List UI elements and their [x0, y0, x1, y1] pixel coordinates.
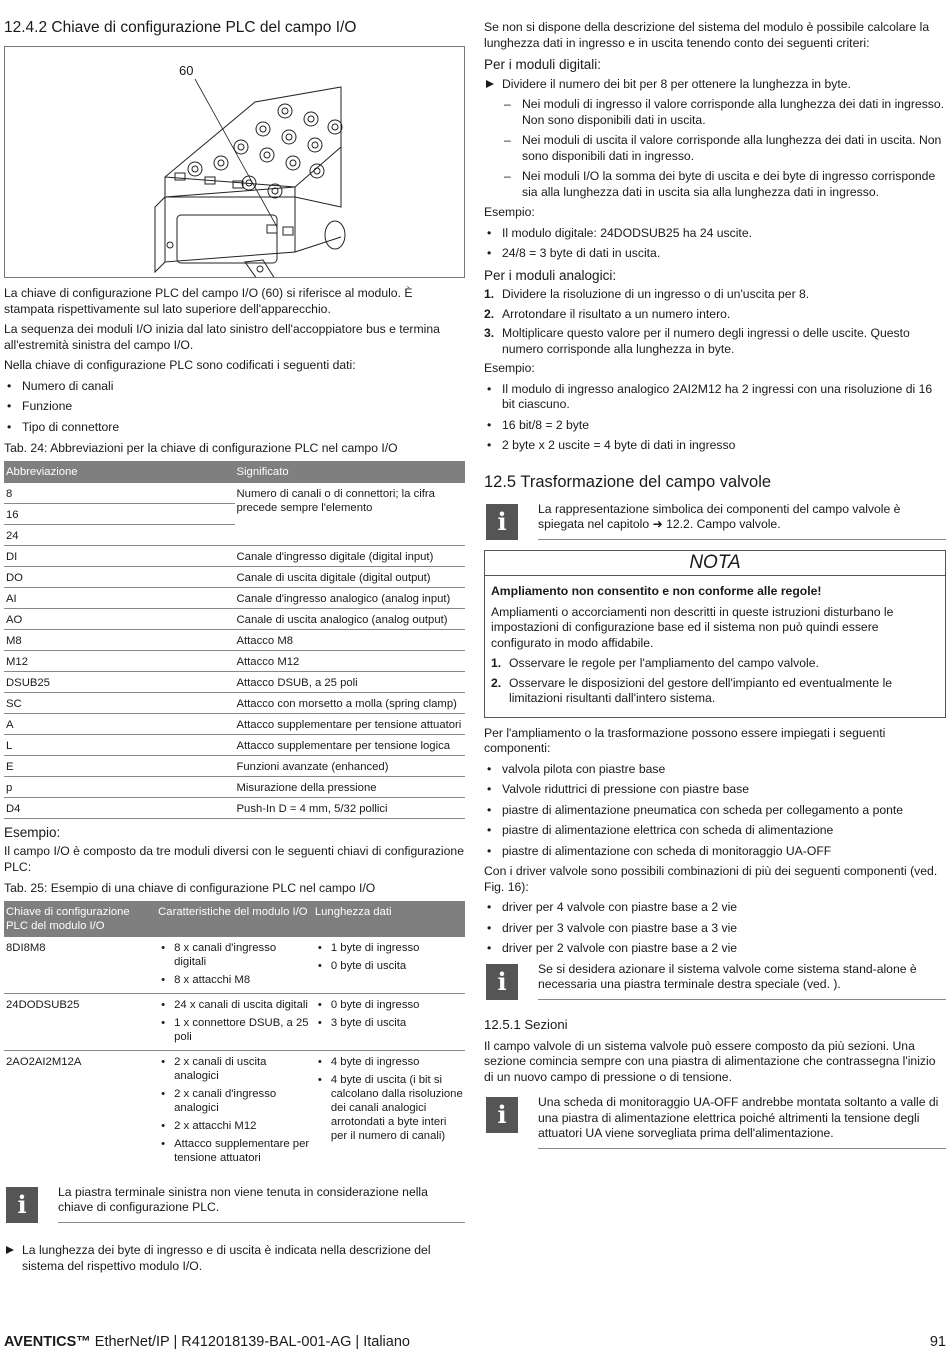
components-list	[484, 762, 946, 860]
table-cell	[313, 1050, 465, 1171]
column-header: Caratteristiche del modulo I/O	[156, 901, 313, 937]
list-item: 1. Osservare le regole per l'ampliamento del campo valvole.	[491, 656, 819, 670]
table-cell: DI	[4, 545, 235, 566]
footer-brand: AVENTICS™	[4, 1334, 91, 1350]
components-intro: Per l'ampliamento o la trasformazione possono essere impiegati i seguenti componenti:	[484, 725, 886, 755]
intro-paragraph-2: La sequenza dei moduli I/O inizia dal lato sinistro dell'accoppiatore bus e termina all'estremità sinistra del campo I/O.	[4, 322, 440, 352]
list-item: • driver per 2 valvole con piastre base a 2 vie	[484, 941, 946, 957]
digital-step: Dividere il numero dei bit per 8 per ottenere la lunghezza in byte.	[484, 77, 946, 93]
table-row	[4, 755, 465, 776]
coded-items-list	[4, 379, 465, 436]
list-item: • 4 byte di uscita (i bit si calcolano dalla risoluzione dei canali analogici arrotondati a byte interi per il numero di canali)	[315, 1073, 463, 1143]
table-cell: Canale di uscita digitale (digital output)	[235, 566, 466, 587]
drivers-intro: Con i driver valvole sono possibili combinazioni di più dei seguenti componenti (ved. Fig. 16):	[484, 864, 938, 894]
list-item: • 2 x canali di uscita analogici	[158, 1055, 311, 1083]
info-note-1	[484, 502, 946, 542]
intro-paragraph-1: La chiave di configurazione PLC del campo I/O (60) si riferisce al modulo. È stampata rispettivamente sul lato superiore dell'apparecchio.	[4, 286, 413, 316]
sections-text: Il campo valvole di un sistema valvole può essere composto da più sezioni. Una sezione comincia sempre con una piastra di alimentazione che contrassegna l'inizio di un nuovo campo di pressione o di tensione.	[484, 1038, 936, 1084]
table-cell: Attacco supplementare per tensione attuatori	[235, 713, 466, 734]
table-24-caption: Tab. 24: Abbreviazioni per la chiave di configurazione PLC nel campo I/O	[4, 441, 398, 455]
section-title-12-5-1: 12.5.1 Sezioni	[484, 1016, 568, 1032]
list-item: • Funzione	[4, 399, 465, 415]
list-item: • 8 x canali d'ingresso digitali	[158, 941, 311, 969]
analog-example-heading: Esempio:	[484, 361, 535, 375]
config-key-example-table	[4, 901, 465, 1171]
info-text: Una scheda di monitoraggio UA-OFF andrebbe montata soltanto a valle di una piastra di alimentazione elettrica poiché altrimenti la tensione degli attuatori UA viene sorvegliata prima dell'alimentazione.	[538, 1095, 946, 1149]
footer-doc-info: EtherNet/IP | R412018139-BAL-001-AG | Italiano	[90, 1334, 410, 1350]
table-cell: DO	[4, 566, 235, 587]
list-item: • 0 byte di ingresso	[315, 998, 463, 1012]
list-item: 2. Osservare le disposizioni del gestore dell'impianto ed eventualmente le limitazioni risultanti dall'intero sistema.	[491, 675, 893, 705]
table-cell: 2AO2AI2M12A	[6, 1055, 82, 1068]
list-item: • driver per 4 valvole con piastre base a 2 vie	[484, 900, 946, 916]
io-field-figure	[4, 46, 465, 278]
table-cell: Attacco supplementare per tensione logica	[235, 734, 466, 755]
table-row	[4, 734, 465, 755]
table-row	[4, 993, 465, 1050]
table-row	[4, 608, 465, 629]
nota-heading: Ampliamento non consentito e non conforme alle regole!	[491, 584, 822, 598]
table-25-caption: Tab. 25: Esempio di una chiave di configurazione PLC nel campo I/O	[4, 881, 376, 895]
list-item: • Numero di canali	[4, 379, 465, 395]
list-item: • 2 byte x 2 uscite = 4 byte di dati in ingresso	[484, 438, 946, 454]
info-icon: i	[486, 1097, 518, 1133]
table-cell	[156, 1050, 313, 1171]
info-icon: i	[486, 964, 518, 1000]
table-cell	[313, 993, 465, 1050]
info-text: La rappresentazione simbolica dei componenti del campo valvole è spiegata nel capitolo ➜ 12.2. Campo valvole.	[538, 502, 946, 540]
table-cell: Canale d'ingresso digitale (digital input)	[235, 545, 466, 566]
digital-example-heading: Esempio:	[484, 205, 535, 219]
table-cell: Funzioni avanzate (enhanced)	[235, 755, 466, 776]
table-row	[4, 776, 465, 797]
table-cell: Attacco M8	[235, 629, 466, 650]
table-cell	[156, 993, 313, 1050]
nota-title: NOTA	[485, 551, 945, 577]
bottom-arrow-note	[4, 1243, 465, 1279]
digital-modules-heading: Per i moduli digitali:	[484, 57, 602, 72]
abbreviations-table	[4, 461, 465, 819]
digital-example-list	[484, 226, 946, 262]
table-cell	[156, 937, 313, 994]
info-icon: i	[6, 1187, 38, 1223]
table-cell: A	[4, 713, 235, 734]
table-cell: 8DI8M8	[4, 937, 156, 994]
table-row	[4, 713, 465, 734]
page-number: 91	[929, 1334, 946, 1350]
table-cell: D4	[4, 797, 235, 818]
table-row	[4, 1050, 465, 1171]
list-item: • 4 byte di ingresso	[315, 1055, 463, 1069]
table-row	[4, 566, 465, 587]
list-item: • 1 x connettore DSUB, a 25 poli	[158, 1016, 311, 1044]
table-cell: Attacco con morsetto a molla (spring clamp)	[235, 692, 466, 713]
list-item: – Nei moduli I/O la somma dei byte di uscita e dei byte di ingresso corrisponde sia alla lunghezza dati in uscita sia alla lunghezza dati in ingresso.	[502, 169, 946, 200]
list-item: • valvola pilota con piastre base	[484, 762, 946, 778]
table-cell: L	[4, 734, 235, 755]
left-column	[4, 18, 465, 1233]
list-item: • 0 byte di uscita	[315, 959, 463, 973]
table-row	[4, 483, 465, 504]
table-row	[4, 937, 465, 994]
table-cell: 24DODSUB25	[4, 993, 156, 1050]
page-footer	[4, 1333, 946, 1351]
table-cell: DSUB25	[4, 671, 235, 692]
table-row	[4, 629, 465, 650]
table-cell: Canale d'ingresso analogico (analog input)	[235, 587, 466, 608]
analog-modules-heading: Per i moduli analogici:	[484, 267, 617, 283]
table-cell: p	[4, 776, 235, 797]
table-cell: M8	[4, 629, 235, 650]
table-cell: 24	[4, 524, 235, 545]
analog-example-list	[484, 382, 946, 454]
info-note-3	[484, 1095, 946, 1149]
intro-paragraph-3: Nella chiave di configurazione PLC sono codificati i seguenti dati:	[4, 358, 356, 372]
section-title-12-4-2: 12.4.2 Chiave di configurazione PLC del campo I/O	[4, 19, 357, 36]
example-heading: Esempio:	[4, 824, 61, 840]
list-item: – Nei moduli di ingresso il valore corrisponde alla lunghezza dei dati in ingresso. Non sono disponibili dati in uscita.	[502, 97, 946, 128]
info-note-2	[484, 962, 946, 1002]
table-cell: E	[4, 755, 235, 776]
list-item: • piastre di alimentazione pneumatica con scheda per collegamento a ponte	[484, 803, 946, 819]
table-row	[4, 587, 465, 608]
column-header: Abbreviazione	[4, 461, 235, 483]
list-item: • Il modulo digitale: 24DODSUB25 ha 24 uscite.	[484, 226, 946, 242]
table-cell: 8	[4, 483, 235, 504]
table-row	[4, 797, 465, 818]
table-cell: AI	[4, 587, 235, 608]
right-intro: Se non si dispone della descrizione del sistema del modulo è possibile calcolare la lunghezza dati in ingresso e in uscita tenendo conto dei seguenti criteri:	[484, 20, 930, 50]
list-item: • Il modulo di ingresso analogico 2AI2M12 ha 2 ingressi con una risoluzione di 16 bit ciascuno.	[484, 382, 946, 413]
nota-text: Ampliamenti o accorciamenti non descritti in queste istruzioni disturbano le impostazioni di configurazione base ed il sistema non può quindi essere configurato in modo affidabile.	[491, 604, 894, 650]
example-text: Il campo I/O è composto da tre moduli diversi con le seguenti chiavi di configurazione PLC:	[4, 844, 464, 874]
table-row	[4, 671, 465, 692]
figure-callout-60: 60	[179, 63, 194, 78]
list-item: – Nei moduli di uscita il valore corrisponde alla lunghezza dei dati in uscita. Non sono disponibili dati in ingresso.	[502, 133, 946, 164]
nota-steps-list	[491, 656, 939, 707]
table-row	[4, 650, 465, 671]
table-cell	[313, 937, 465, 994]
list-item: • 1 byte di ingresso	[315, 941, 463, 955]
table-cell: SC	[4, 692, 235, 713]
list-item: • 8 x attacchi M8	[158, 973, 311, 987]
io-module-illustration	[5, 47, 464, 277]
info-note-left	[4, 1185, 465, 1225]
list-item: • 24/8 = 3 byte di dati in uscita.	[484, 246, 946, 262]
table-cell: Push-In D = 4 mm, 5/32 pollici	[235, 797, 466, 818]
list-item: • driver per 3 valvole con piastre base a 3 vie	[484, 921, 946, 937]
nota-box	[484, 550, 946, 718]
list-item: • piastre di alimentazione con scheda di monitoraggio UA-OFF	[484, 844, 946, 860]
table-cell: M12	[4, 650, 235, 671]
list-item: • 24 x canali di uscita digitali	[158, 998, 311, 1012]
list-item: 2. Arrotondare il risultato a un numero intero.	[484, 306, 731, 321]
column-header: Lunghezza dati	[313, 901, 465, 937]
list-item: • 2 x canali d'ingresso analogici	[158, 1087, 311, 1115]
list-item: • Valvole riduttrici di pressione con piastre base	[484, 782, 946, 798]
table-row	[4, 545, 465, 566]
table-cell: AO	[4, 608, 235, 629]
list-item: • 16 bit/8 = 2 byte	[484, 418, 946, 434]
list-item: • Tipo di connettore	[4, 420, 465, 436]
info-icon: i	[486, 504, 518, 540]
list-item: 1. Dividere la risoluzione di un ingresso o di un'uscita per 8.	[484, 287, 810, 301]
table-cell: Misurazione della pressione	[235, 776, 466, 797]
list-item: • 2 x attacchi M12	[158, 1119, 311, 1133]
analog-steps-list	[484, 287, 946, 357]
drivers-list	[484, 900, 946, 957]
arrow-item: La lunghezza dei byte di ingresso e di uscita è indicata nella descrizione del sistema del rispettivo modulo I/O.	[4, 1243, 465, 1274]
column-header: Chiave di configurazione PLC del modulo I/O	[4, 901, 156, 937]
list-item: • Attacco supplementare per tensione attuatori	[158, 1137, 311, 1165]
table-cell: Attacco DSUB, a 25 poli	[235, 671, 466, 692]
table-cell: 16	[4, 503, 235, 524]
section-title-12-5: 12.5 Trasformazione del campo valvole	[484, 472, 772, 491]
table-row	[4, 692, 465, 713]
table-cell: Attacco M12	[235, 650, 466, 671]
table-cell: Canale di uscita analogico (analog output)	[235, 608, 466, 629]
info-text: La piastra terminale sinistra non viene tenuta in considerazione nella chiave di configurazione PLC.	[58, 1185, 465, 1223]
list-item: • piastre di alimentazione elettrica con scheda di alimentazione	[484, 823, 946, 839]
info-text: Se si desidera azionare il sistema valvole come sistema stand-alone è necessaria una piastra terminale destra speciale (ved. ).	[538, 962, 946, 1000]
list-item: 3. Moltiplicare questo valore per il numero degli ingressi o delle uscite. Questo numero corrisponde alla lunghezza in byte.	[484, 326, 910, 356]
right-column	[484, 20, 946, 1157]
table-cell: Numero di canali o di connettori; la cifra precede sempre l'elemento	[235, 483, 466, 546]
list-item: • 3 byte di uscita	[315, 1016, 463, 1030]
column-header: Significato	[235, 461, 466, 483]
digital-cases-list	[484, 97, 946, 200]
